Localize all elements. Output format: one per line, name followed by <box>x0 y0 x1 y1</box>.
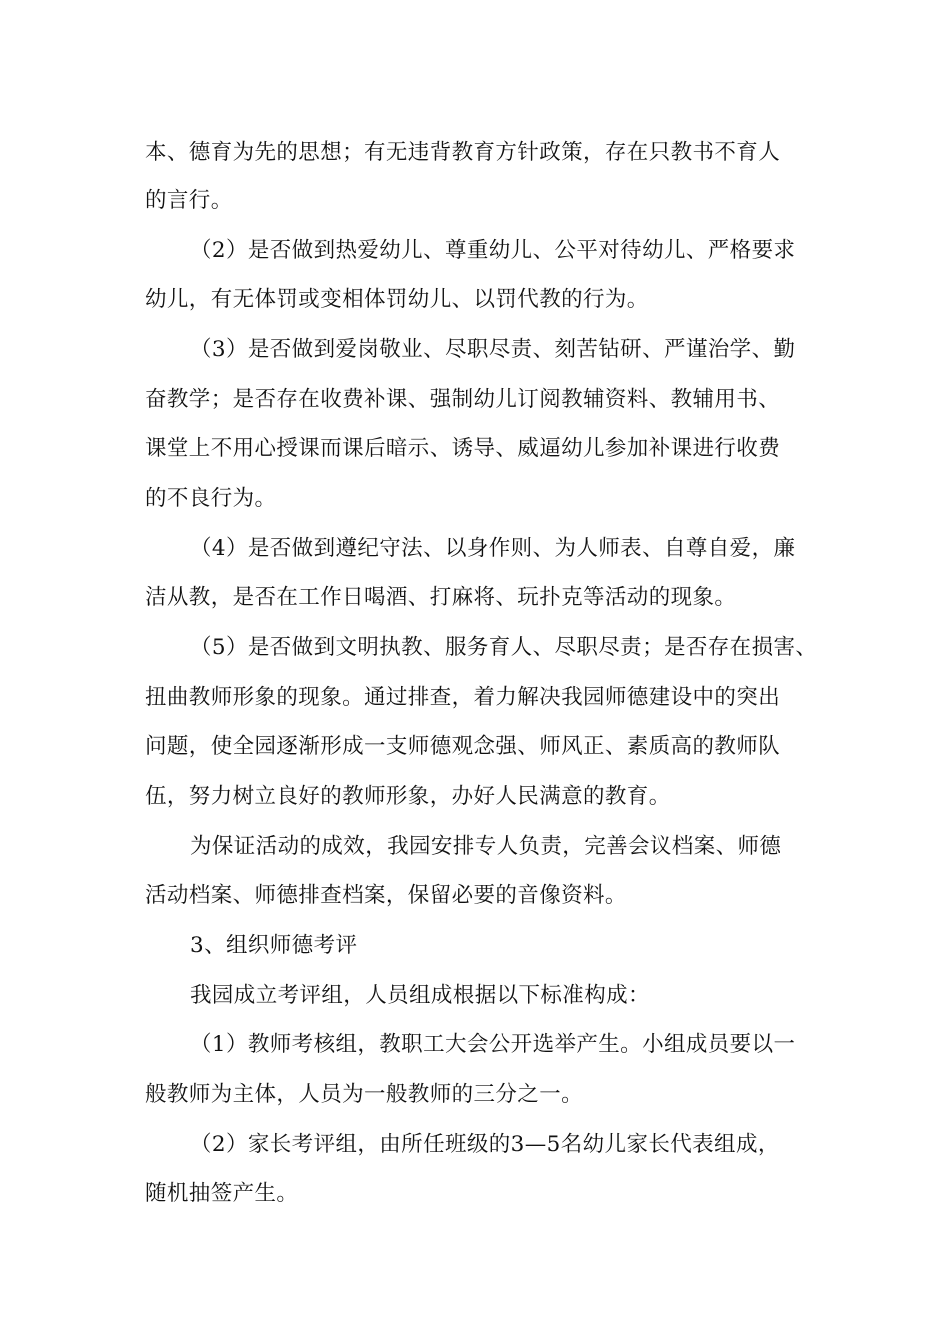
text-line-15: 为保证活动的成效，我园安排专人负责，完善会议档案、师德 <box>190 834 782 859</box>
text-line-22: 随机抽签产生。 <box>145 1181 299 1206</box>
text-line-19: （1）教师考核组，教职工大会公开选举产生。小组成员要以一 <box>190 1032 796 1057</box>
text-line-8: 的不良行为。 <box>145 486 277 511</box>
text-line-1: 本、德育为先的思想；有无违背教育方针政策，存在只教书不育人 <box>145 140 781 165</box>
text-line-7: 课堂上不用心授课而课后暗示、诱导、威逼幼儿参加补课进行收费 <box>145 436 781 461</box>
text-line-6: 奋教学；是否存在收费补课、强制幼儿订阅教辅资料、教辅用书、 <box>145 387 781 412</box>
text-line-12: 扭曲教师形象的现象。通过排查，着力解决我园师德建设中的突出 <box>145 685 781 710</box>
text-line-13: 问题，使全园逐渐形成一支师德观念强、师风正、素质高的教师队 <box>145 734 781 759</box>
text-line-20: 般教师为主体，人员为一般教师的三分之一。 <box>145 1082 584 1107</box>
text-line-5: （3）是否做到爱岗敬业、尽职尽责、刻苦钻研、严谨治学、勤 <box>190 337 796 362</box>
text-line-14: 伍，努力树立良好的教师形象，办好人民满意的教育。 <box>145 784 671 809</box>
text-line-11: （5）是否做到文明执教、服务育人、尽职尽责；是否存在损害、 <box>190 635 818 660</box>
text-line-18: 我园成立考评组，人员组成根据以下标准构成： <box>190 983 650 1008</box>
section-heading: 3、组织师德考评 <box>190 933 358 958</box>
text-line-2: 的言行。 <box>145 188 233 213</box>
text-line-10: 洁从教，是否在工作日喝酒、打麻将、玩扑克等活动的现象。 <box>145 585 737 610</box>
text-line-16: 活动档案、师德排查档案，保留必要的音像资料。 <box>145 883 627 908</box>
text-line-4: 幼儿，有无体罚或变相体罚幼儿、以罚代教的行为。 <box>145 287 649 312</box>
text-line-9: （4）是否做到遵纪守法、以身作则、为人师表、自尊自爱，廉 <box>190 536 796 561</box>
text-line-3: （2）是否做到热爱幼儿、尊重幼儿、公平对待幼儿、严格要求 <box>190 238 796 263</box>
text-line-21: （2）家长考评组，由所任班级的3—5名幼儿家长代表组成， <box>190 1132 780 1157</box>
